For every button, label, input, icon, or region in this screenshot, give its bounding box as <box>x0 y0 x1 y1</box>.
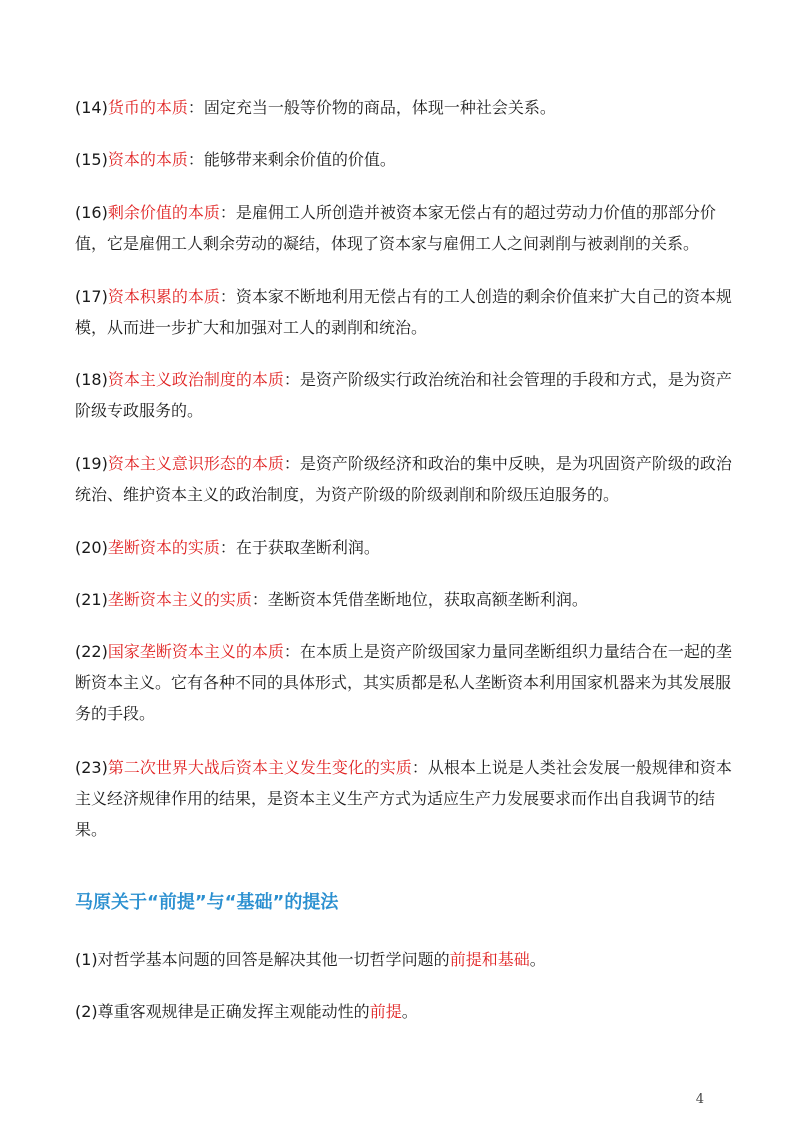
item-text: 在本质上是资产阶级国家力量同垄断组织力量结合在一起的垄断资本主义。它有各种不同的具体形式，其实质都是私人垄断资本利用国家机器来为其发展服务的手段。 <box>75 642 732 723</box>
item-text: 是资产阶级实行政治统治和社会管理的手段和方式，是为资产阶级专政服务的。 <box>75 370 732 420</box>
item-term: 第二次世界大战后资本主义发生变化的实质 <box>107 758 412 777</box>
list-item-21 <box>75 584 735 615</box>
item-text: 固定充当一般等价物的商品，体现一种社会关系。 <box>203 98 556 117</box>
item-text: 是雇佣工人所创造并被资本家无偿占有的超过劳动力价值的那部分价值，它是雇佣工人剩余劳动的凝结，体现了资本家与雇佣工人之间剥削与被剥削的关系。 <box>75 203 716 253</box>
item-term: 垄断资本的实质 <box>107 538 220 557</box>
item-number: (18) <box>75 370 108 389</box>
item-separator: ： <box>187 150 204 169</box>
item-number: (16) <box>75 203 108 222</box>
item-separator: ： <box>283 454 300 473</box>
item-term: 资本的本质 <box>107 150 188 169</box>
item-separator: ： <box>283 642 300 661</box>
item-number: (1) <box>75 950 98 969</box>
item-number: (23) <box>75 758 108 777</box>
list-item-15 <box>75 144 735 175</box>
item-term: 资本主义政治制度的本质 <box>107 370 284 389</box>
list-item-16 <box>75 197 735 259</box>
list-item-18 <box>75 364 735 426</box>
item-number: (15) <box>75 150 108 169</box>
list-item-17 <box>75 281 735 343</box>
item-text: 能够带来剩余价值的价值。 <box>203 150 396 169</box>
item-number: (17) <box>75 287 108 306</box>
item-text: 从根本上说是人类社会发展一般规律和资本主义经济规律作用的结果，是资本主义生产方式为适应生产力发展要求而作出自我调节的结果。 <box>75 758 732 839</box>
item-separator: ： <box>219 538 236 557</box>
item-text: 对哲学基本问题的回答是解决其他一切哲学问题的 <box>97 950 450 969</box>
item-term: 资本积累的本质 <box>107 287 220 306</box>
item-number: (20) <box>75 538 108 557</box>
item-separator: ： <box>251 590 268 609</box>
item-separator: ： <box>411 758 428 777</box>
list-item-14 <box>75 92 735 123</box>
section-list-item-2 <box>75 996 735 1027</box>
item-highlight: 前提和基础 <box>449 950 530 969</box>
list-item-20 <box>75 532 735 563</box>
item-separator: ： <box>187 98 204 117</box>
section-list-item-1 <box>75 944 735 975</box>
item-separator: ： <box>219 203 236 222</box>
item-number: (21) <box>75 590 108 609</box>
section-title: 马原关于“前提”与“基础”的提法 <box>75 892 339 913</box>
item-term: 垄断资本主义的实质 <box>107 590 252 609</box>
item-text: 尊重客观规律是正确发挥主观能动性的 <box>97 1002 370 1021</box>
item-term: 资本主义意识形态的本质 <box>107 454 284 473</box>
item-text: 垄断资本凭借垄断地位，获取高额垄断利润。 <box>267 590 588 609</box>
item-text-end: 。 <box>401 1002 418 1021</box>
item-term: 国家垄断资本主义的本质 <box>107 642 284 661</box>
list-item-19 <box>75 448 735 510</box>
list-item-23 <box>75 752 735 845</box>
page-number: 4 <box>695 1092 704 1107</box>
item-highlight: 前提 <box>369 1002 402 1021</box>
item-text-end: 。 <box>529 950 546 969</box>
item-separator: ： <box>283 370 300 389</box>
item-text: 在于获取垄断利润。 <box>235 538 380 557</box>
item-number: (2) <box>75 1002 98 1021</box>
item-term: 剩余价值的本质 <box>107 203 220 222</box>
item-text: 是资产阶级经济和政治的集中反映，是为巩固资产阶级的政治统治、维护资本主义的政治制度，为资产阶级的阶级剥削和阶级压迫服务的。 <box>75 454 732 504</box>
list-item-22 <box>75 636 735 729</box>
item-separator: ： <box>219 287 236 306</box>
item-number: (14) <box>75 98 108 117</box>
item-text: 资本家不断地利用无偿占有的工人创造的剩余价值来扩大自己的资本规模，从而进一步扩大和加强对工人的剥削和统治。 <box>75 287 732 337</box>
item-number: (22) <box>75 642 108 661</box>
item-term: 货币的本质 <box>107 98 188 117</box>
item-number: (19) <box>75 454 108 473</box>
